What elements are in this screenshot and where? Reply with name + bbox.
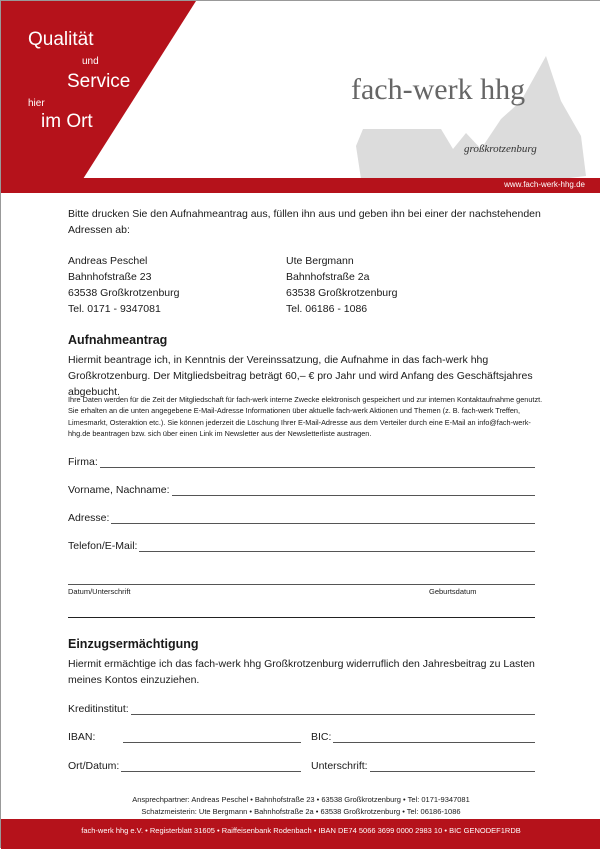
ort-datum-field[interactable]	[68, 760, 301, 772]
intro-text: Bitte drucken Sie den Aufnahmeantrag aus, füllen ihn aus und geben ihn bei einer der nachstehenden Adressen ab:	[68, 208, 541, 236]
slogan-im-ort: im Ort	[41, 111, 93, 132]
adresse-field[interactable]	[68, 512, 535, 524]
signature-line[interactable]	[68, 584, 535, 585]
slogan-service: Service	[67, 71, 131, 92]
field-label: BIC:	[311, 731, 332, 743]
address-1	[68, 253, 179, 317]
slogan-qualitaet: Qualität	[28, 29, 94, 50]
antrag-title: Aufnahmeantrag	[68, 333, 168, 347]
address-2	[286, 253, 397, 317]
einzug-text: Hiermit ermächtige ich das fach-werk hhg Großkrotzenburg widerruflich den Jahresbeitrag zu Lasten meines Kontos einzuziehen.	[68, 658, 535, 686]
kreditinstitut-field[interactable]	[68, 703, 535, 715]
antrag-text: Hiermit beantrage ich, in Kenntnis der Vereinssatzung, die Aufnahme in das fach-werk hhg Großkrotzenburg. Der Mitgliedsbeitrag beträgt 60,– € pro Jahr und wird Anfang des Geschäftsjahres abgebucht.	[68, 354, 533, 398]
name-field[interactable]	[68, 484, 535, 496]
field-label: Telefon/E-Mail:	[68, 540, 138, 552]
signature-label: Datum/Unterschrift	[68, 587, 131, 596]
unterschrift-field[interactable]	[311, 760, 535, 772]
logo-subtext: großkrotzenburg	[464, 143, 537, 155]
footer-contact-2: Schatzmeisterin: Ute Bergmann • Bahnhofstraße 2a • 63538 Großkrotzenburg • Tel: 06186-1086	[141, 807, 461, 816]
address-line: Bahnhofstraße 2a	[286, 271, 370, 283]
slogan-hier: hier	[28, 98, 45, 109]
address-line: Tel. 06186 - 1086	[286, 303, 368, 315]
address-line: 63538 Großkrotzenburg	[68, 287, 180, 299]
field-label: Firma:	[68, 456, 98, 468]
field-label: Ort/Datum:	[68, 760, 120, 772]
telefon-email-field[interactable]	[68, 540, 535, 552]
birthdate-label: Geburtsdatum	[429, 587, 477, 596]
iban-field[interactable]	[68, 731, 301, 743]
footer-contact-1: Ansprechpartner: Andreas Peschel • Bahnhofstraße 23 • 63538 Großkrotzenburg • Tel: 0171-9347081	[132, 795, 470, 804]
field-label: Unterschrift:	[311, 760, 368, 772]
address-line: 63538 Großkrotzenburg	[286, 287, 398, 299]
field-label: IBAN:	[68, 731, 96, 743]
address-line: Ute Bergmann	[286, 255, 354, 267]
address-line: Andreas Peschel	[68, 255, 148, 267]
firma-field[interactable]	[68, 456, 535, 468]
footer-bank-info: fach-werk hhg e.V. • Registerblatt 31605 • Raiffeisenbank Rodenbach • IBAN DE74 5066 3699 0000 2983 10 • BIC GENODEF1RDB	[81, 826, 521, 835]
address-line: Bahnhofstraße 23	[68, 271, 152, 283]
bic-field[interactable]	[311, 731, 535, 743]
logo-text: fach-werk hhg	[351, 73, 526, 106]
einzug-title: Einzugsermächtigung	[68, 637, 199, 651]
website-link[interactable]: www.fach-werk-hhg.de	[504, 180, 585, 189]
field-label: Kreditinstitut:	[68, 703, 129, 715]
slogan-und: und	[82, 56, 99, 67]
field-label: Vorname, Nachname:	[68, 484, 170, 496]
privacy-text: Ihre Daten werden für die Zeit der Mitgliedschaft für fach-werk interne Zwecke elektronisch gespeichert und zur internen Kontaktaufnahme genutzt. Sie erhalten an die unten angegebene E-Mail-Adresse Informationen über aktuelle fach-werk Aktionen und Themen (z. B. fach-werk Treffen, Limesmarkt, Osteraktion etc.). Sie können jederzeit die Löschung Ihrer E-Mail-Adresse aus dem Verteiler durch eine E-Mail an info@fach-werk-hhg.de beantragen bzw. sich über einen Link im Newsletter aus der Newsletterliste austragen.	[68, 395, 543, 438]
address-line: Tel. 0171 - 9347081	[68, 303, 161, 315]
divider	[68, 617, 535, 618]
field-label: Adresse:	[68, 512, 110, 524]
